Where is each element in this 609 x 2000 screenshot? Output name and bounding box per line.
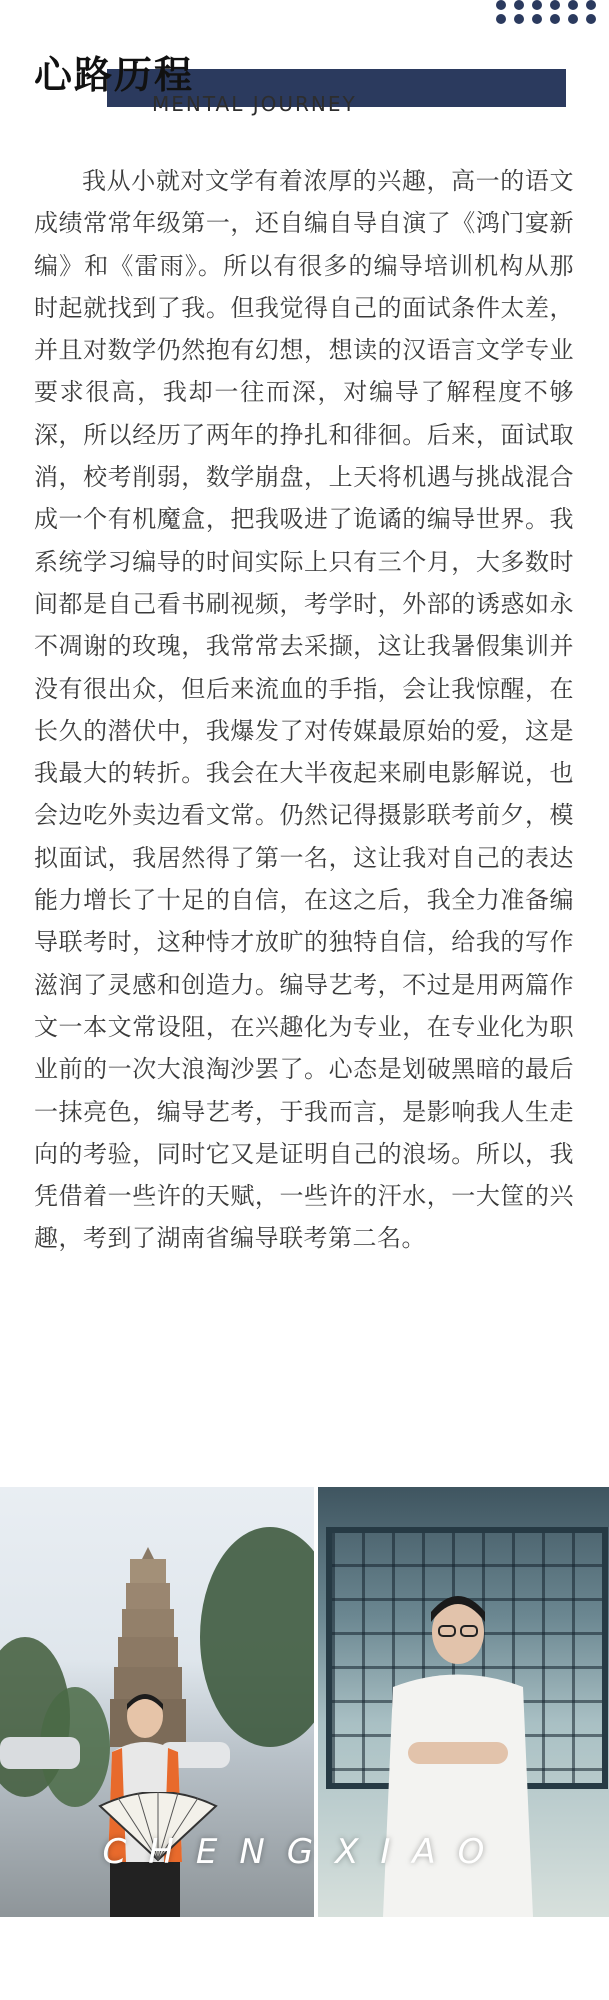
page-subtitle: MENTAL JOURNEY [152, 92, 357, 116]
section-header [0, 0, 609, 130]
photo-collage [0, 1487, 609, 1917]
tree-shape [200, 1527, 314, 1747]
article-paragraph: 我从小就对文学有着浓厚的兴趣，高一的语文成绩常常年级第一，还自编自导自演了《鸿门宴新编》和《雷雨》。所以有很多的编导培训机构从那时起就找到了我。但我觉得自己的面试条件太差，并且对数学仍然抱有幻想，想读的汉语言文学专业要求很高，我却一往而深，对编导了解程度不够深，所以经历了两年的挣扎和徘徊。后来，面试取消，校考削弱，数学崩盘，上天将机遇与挑战混合成一个有机魔盒，把我吸进了诡谲的编导世界。我系统学习编导的时间实际上只有三个月，大多数时间都是自己看书刷视频，考学时，外部的诱惑如永不凋谢的玫瑰，我常常去采撷，这让我暑假集训并没有很出众，但后来流血的手指，会让我惊醒，在长久的潜伏中，我爆发了对传媒最原始的爱，这是我最大的转折。我会在大半夜起来刷电影解说，也会边吃外卖边看文常。仍然记得摄影联考前夕，模拟面试，我居然得了第一名，这让我对自己的表达能力增长了十足的自信，在这之后，我全力准备编导联考时，这种恃才放旷的独特自信，给我的写作滋润了灵感和创造力。编导艺考，不过是用两篇作文一本文常设阻，在兴趣化为专业，在专业化为职业前的一次大浪淘沙罢了。心态是划破黑暗的最后一抹亮色，编导艺考，于我而言，是影响我人生走向的考验，同时它又是证明自己的浪场。所以，我凭借着一些许的天赋，一些许的汗水，一大筐的兴趣，考到了湖南省编导联考第二名。 [34, 167, 574, 1253]
page-title: 心路历程 [34, 53, 195, 97]
car-shape [0, 1737, 80, 1769]
photo-caption: CHENGXIAO [102, 1832, 507, 1872]
